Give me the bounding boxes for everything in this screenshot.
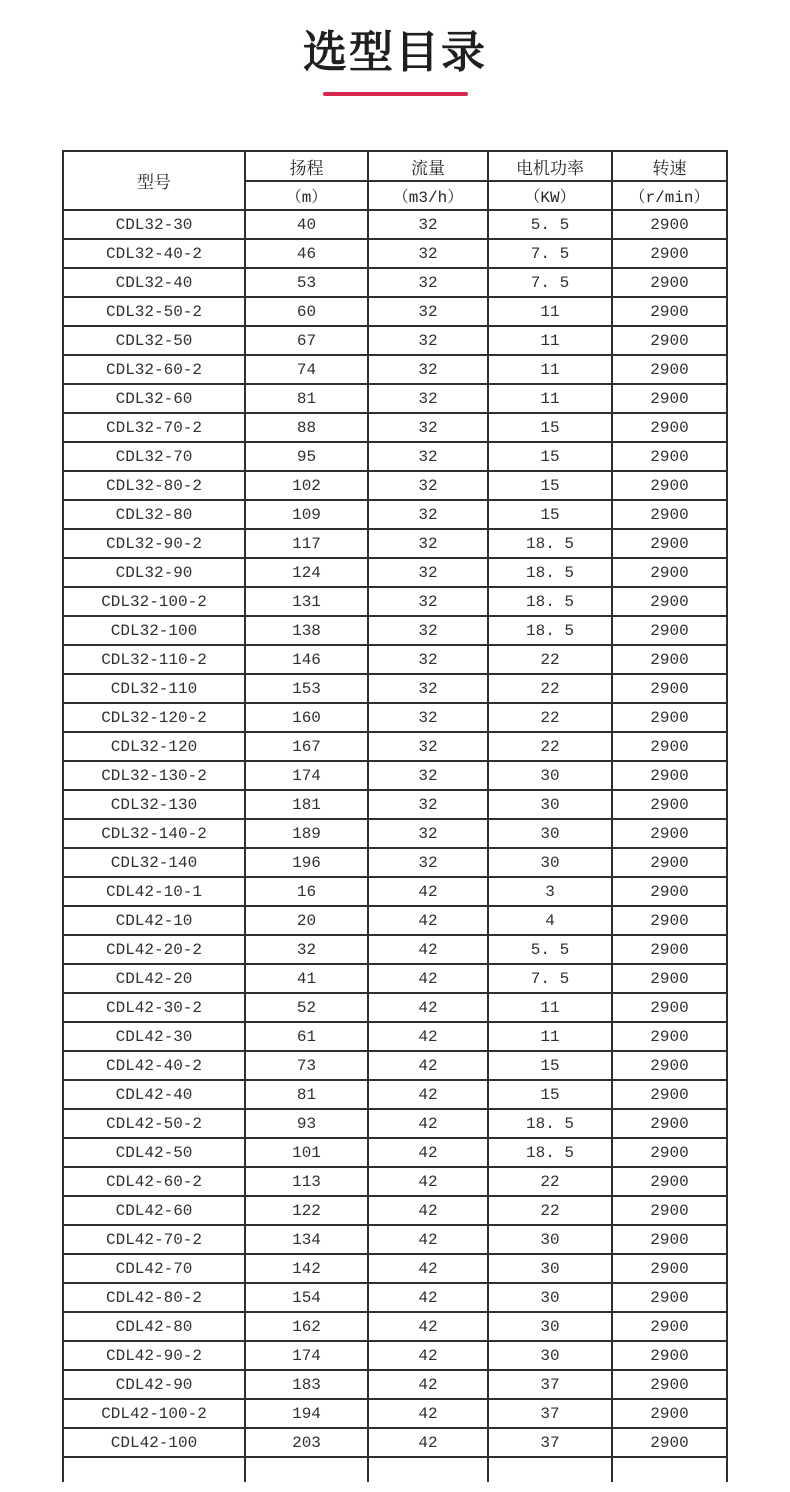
model-cell: CDL32-60-2 <box>63 355 245 384</box>
model-cell: CDL32-50 <box>63 326 245 355</box>
speed-cell: 2900 <box>612 1283 727 1312</box>
header-speed: 转速 <box>612 151 727 181</box>
model-cell: CDL32-90 <box>63 558 245 587</box>
table-row <box>63 993 727 1022</box>
table-body <box>63 210 727 1482</box>
speed-cell: 2900 <box>612 819 727 848</box>
speed-cell: 2900 <box>612 558 727 587</box>
speed-cell: 2900 <box>612 1370 727 1399</box>
model-cell: CDL42-60-2 <box>63 1167 245 1196</box>
speed-cell: 2900 <box>612 1341 727 1370</box>
table-row <box>63 210 727 239</box>
power-cell: 15 <box>488 500 612 529</box>
flow-cell: 32 <box>368 268 488 297</box>
speed-cell: 2900 <box>612 442 727 471</box>
table-row <box>63 1022 727 1051</box>
power-cell: 5. 5 <box>488 935 612 964</box>
model-cell: CDL32-40-2 <box>63 239 245 268</box>
speed-cell: 2900 <box>612 761 727 790</box>
head-cell: 81 <box>245 1080 368 1109</box>
head-cell: 162 <box>245 1312 368 1341</box>
flow-cell: 42 <box>368 964 488 993</box>
model-cell: CDL32-80-2 <box>63 471 245 500</box>
power-cell: 18. 5 <box>488 616 612 645</box>
page-title: 选型目录 <box>303 28 487 77</box>
table-row <box>63 297 727 326</box>
head-cell: 61 <box>245 1022 368 1051</box>
power-cell: 30 <box>488 1225 612 1254</box>
flow-cell: 42 <box>368 1109 488 1138</box>
flow-cell: 32 <box>368 761 488 790</box>
head-cell: 109 <box>245 500 368 529</box>
power-cell: 11 <box>488 326 612 355</box>
model-cell: CDL42-30-2 <box>63 993 245 1022</box>
flow-cell: 42 <box>368 1138 488 1167</box>
head-cell: 93 <box>245 1109 368 1138</box>
head-cell: 142 <box>245 1254 368 1283</box>
speed-cell: 2900 <box>612 703 727 732</box>
power-cell: 30 <box>488 1341 612 1370</box>
head-cell: 146 <box>245 645 368 674</box>
model-cell: CDL42-70-2 <box>63 1225 245 1254</box>
table-row <box>63 1428 727 1457</box>
speed-cell: 2900 <box>612 1022 727 1051</box>
head-cell: 52 <box>245 993 368 1022</box>
table-row <box>63 1399 727 1428</box>
head-cell: 183 <box>245 1370 368 1399</box>
flow-cell: 32 <box>368 645 488 674</box>
power-cell: 22 <box>488 645 612 674</box>
speed-cell: 2900 <box>612 674 727 703</box>
head-cell: 73 <box>245 1051 368 1080</box>
table-row <box>63 761 727 790</box>
model-cell: CDL42-60 <box>63 1196 245 1225</box>
power-cell: 30 <box>488 790 612 819</box>
table-row <box>63 326 727 355</box>
head-cell: 88 <box>245 413 368 442</box>
model-cell: CDL32-100-2 <box>63 587 245 616</box>
table-row <box>63 558 727 587</box>
table-row <box>63 1254 727 1283</box>
model-cell: CDL42-100 <box>63 1428 245 1457</box>
model-cell: CDL32-100 <box>63 616 245 645</box>
table-row <box>63 877 727 906</box>
speed-cell: 2900 <box>612 1399 727 1428</box>
head-cell: 174 <box>245 1341 368 1370</box>
power-cell: 37 <box>488 1399 612 1428</box>
model-cell: CDL42-20 <box>63 964 245 993</box>
power-cell: 22 <box>488 674 612 703</box>
head-cell: 153 <box>245 674 368 703</box>
power-cell: 15 <box>488 471 612 500</box>
table-row <box>63 616 727 645</box>
head-cell: 174 <box>245 761 368 790</box>
power-cell: 18. 5 <box>488 558 612 587</box>
head-cell: 41 <box>245 964 368 993</box>
header-flow-unit: （m3/h） <box>368 181 488 210</box>
head-cell: 46 <box>245 239 368 268</box>
head-cell: 167 <box>245 732 368 761</box>
power-cell: 22 <box>488 1167 612 1196</box>
power-cell: 4 <box>488 906 612 935</box>
speed-cell: 2900 <box>612 645 727 674</box>
head-cell: 95 <box>245 442 368 471</box>
model-cell: CDL42-50-2 <box>63 1109 245 1138</box>
head-cell: 67 <box>245 326 368 355</box>
table-row <box>63 1080 727 1109</box>
head-cell: 138 <box>245 616 368 645</box>
speed-cell: 2900 <box>612 413 727 442</box>
table-row <box>63 239 727 268</box>
speed-cell: 2900 <box>612 1254 727 1283</box>
flow-cell: 32 <box>368 442 488 471</box>
head-cell: 101 <box>245 1138 368 1167</box>
flow-cell: 42 <box>368 1254 488 1283</box>
flow-cell: 32 <box>368 297 488 326</box>
flow-cell: 32 <box>368 210 488 239</box>
flow-cell: 32 <box>368 790 488 819</box>
table-row <box>63 848 727 877</box>
flow-cell: 32 <box>368 819 488 848</box>
flow-cell: 42 <box>368 1051 488 1080</box>
power-cell: 37 <box>488 1428 612 1457</box>
table-row <box>63 1370 727 1399</box>
power-cell: 7. 5 <box>488 239 612 268</box>
model-cell: CDL32-80 <box>63 500 245 529</box>
head-cell: 40 <box>245 210 368 239</box>
head-cell: 203 <box>245 1428 368 1457</box>
table-row <box>63 500 727 529</box>
flow-cell: 42 <box>368 1080 488 1109</box>
flow-cell: 42 <box>368 1196 488 1225</box>
table-row <box>63 935 727 964</box>
model-cell: CDL32-40 <box>63 268 245 297</box>
model-cell: CDL32-60 <box>63 384 245 413</box>
model-cell: CDL42-80-2 <box>63 1283 245 1312</box>
head-cell: 32 <box>245 935 368 964</box>
header-model: 型号 <box>63 151 245 210</box>
model-cell: CDL42-70 <box>63 1254 245 1283</box>
table-row <box>63 413 727 442</box>
power-cell: 11 <box>488 297 612 326</box>
speed-cell: 2900 <box>612 471 727 500</box>
power-cell: 30 <box>488 761 612 790</box>
flow-cell: 42 <box>368 993 488 1022</box>
flow-cell: 32 <box>368 703 488 732</box>
table-row <box>63 1051 727 1080</box>
speed-cell: 2900 <box>612 297 727 326</box>
flow-cell: 32 <box>368 848 488 877</box>
table-row <box>63 964 727 993</box>
power-cell: 3 <box>488 877 612 906</box>
speed-cell: 2900 <box>612 1312 727 1341</box>
speed-cell: 2900 <box>612 500 727 529</box>
power-cell: 18. 5 <box>488 587 612 616</box>
head-cell: 20 <box>245 906 368 935</box>
pump-selection-table <box>62 150 728 1482</box>
header-motor-power: 电机功率 <box>488 151 612 181</box>
flow-cell: 32 <box>368 587 488 616</box>
speed-cell: 2900 <box>612 1428 727 1457</box>
power-cell: 30 <box>488 819 612 848</box>
speed-cell: 2900 <box>612 529 727 558</box>
power-cell: 11 <box>488 384 612 413</box>
model-cell: CDL32-30 <box>63 210 245 239</box>
head-cell: 81 <box>245 384 368 413</box>
flow-cell: 42 <box>368 935 488 964</box>
flow-cell: 32 <box>368 326 488 355</box>
head-cell: 60 <box>245 297 368 326</box>
power-cell: 11 <box>488 993 612 1022</box>
power-cell: 30 <box>488 848 612 877</box>
header-speed-unit: （r/min） <box>612 181 727 210</box>
model-cell: CDL42-90 <box>63 1370 245 1399</box>
head-cell: 160 <box>245 703 368 732</box>
model-cell: CDL42-50 <box>63 1138 245 1167</box>
power-cell: 30 <box>488 1254 612 1283</box>
head-cell: 134 <box>245 1225 368 1254</box>
table-row <box>63 1283 727 1312</box>
model-cell: CDL32-70 <box>63 442 245 471</box>
power-cell: 22 <box>488 732 612 761</box>
flow-cell: 42 <box>368 1428 488 1457</box>
speed-cell: 2900 <box>612 877 727 906</box>
table-header <box>63 151 727 210</box>
head-cell: 53 <box>245 268 368 297</box>
head-cell: 16 <box>245 877 368 906</box>
head-cell: 113 <box>245 1167 368 1196</box>
head-cell: 102 <box>245 471 368 500</box>
model-cell: CDL32-120-2 <box>63 703 245 732</box>
flow-cell: 42 <box>368 1370 488 1399</box>
model-cell: CDL32-90-2 <box>63 529 245 558</box>
power-cell: 22 <box>488 703 612 732</box>
table-row <box>63 471 727 500</box>
model-cell: CDL42-20-2 <box>63 935 245 964</box>
head-cell: 196 <box>245 848 368 877</box>
flow-cell: 42 <box>368 1167 488 1196</box>
table-row <box>63 1225 727 1254</box>
flow-cell: 42 <box>368 1283 488 1312</box>
speed-cell: 2900 <box>612 935 727 964</box>
model-cell: CDL32-110-2 <box>63 645 245 674</box>
flow-cell: 32 <box>368 413 488 442</box>
speed-cell: 2900 <box>612 1080 727 1109</box>
speed-cell: 2900 <box>612 848 727 877</box>
speed-cell: 2900 <box>612 384 727 413</box>
flow-cell: 42 <box>368 906 488 935</box>
power-cell: 30 <box>488 1283 612 1312</box>
speed-cell: 2900 <box>612 210 727 239</box>
model-cell: CDL32-130 <box>63 790 245 819</box>
power-cell: 11 <box>488 355 612 384</box>
flow-cell: 32 <box>368 558 488 587</box>
head-cell: 181 <box>245 790 368 819</box>
table-row <box>63 1109 727 1138</box>
flow-cell: 42 <box>368 1399 488 1428</box>
model-cell: CDL42-40 <box>63 1080 245 1109</box>
flow-cell: 42 <box>368 1022 488 1051</box>
power-cell: 18. 5 <box>488 529 612 558</box>
table-row <box>63 1138 727 1167</box>
model-cell: CDL32-50-2 <box>63 297 245 326</box>
table-row <box>63 790 727 819</box>
speed-cell: 2900 <box>612 268 727 297</box>
speed-cell: 2900 <box>612 1138 727 1167</box>
model-cell: CDL42-90-2 <box>63 1341 245 1370</box>
model-cell: CDL42-80 <box>63 1312 245 1341</box>
speed-cell: 2900 <box>612 239 727 268</box>
flow-cell: 32 <box>368 500 488 529</box>
table-row <box>63 819 727 848</box>
speed-cell: 2900 <box>612 732 727 761</box>
model-cell: CDL32-140-2 <box>63 819 245 848</box>
table-row <box>63 1312 727 1341</box>
model-cell: CDL32-130-2 <box>63 761 245 790</box>
flow-cell: 42 <box>368 1312 488 1341</box>
head-cell: 131 <box>245 587 368 616</box>
table-row <box>63 1196 727 1225</box>
header-head: 扬程 <box>245 151 368 181</box>
power-cell: 30 <box>488 1312 612 1341</box>
power-cell: 15 <box>488 1051 612 1080</box>
table-row <box>63 268 727 297</box>
power-cell: 7. 5 <box>488 964 612 993</box>
model-cell: CDL32-120 <box>63 732 245 761</box>
speed-cell: 2900 <box>612 326 727 355</box>
header-motor-power-unit: （KW） <box>488 181 612 210</box>
head-cell: 154 <box>245 1283 368 1312</box>
model-cell: CDL42-10-1 <box>63 877 245 906</box>
speed-cell: 2900 <box>612 1167 727 1196</box>
flow-cell: 32 <box>368 355 488 384</box>
model-cell: CDL32-140 <box>63 848 245 877</box>
power-cell: 5. 5 <box>488 210 612 239</box>
head-cell: 117 <box>245 529 368 558</box>
speed-cell: 2900 <box>612 1196 727 1225</box>
power-cell: 18. 5 <box>488 1109 612 1138</box>
table-row <box>63 384 727 413</box>
speed-cell: 2900 <box>612 1109 727 1138</box>
table-row <box>63 355 727 384</box>
flow-cell: 32 <box>368 674 488 703</box>
speed-cell: 2900 <box>612 1225 727 1254</box>
model-cell: CDL42-30 <box>63 1022 245 1051</box>
table-row <box>63 732 727 761</box>
power-cell: 18. 5 <box>488 1138 612 1167</box>
speed-cell: 2900 <box>612 1051 727 1080</box>
power-cell: 15 <box>488 1080 612 1109</box>
speed-cell: 2900 <box>612 587 727 616</box>
title-underline <box>323 92 468 96</box>
speed-cell: 2900 <box>612 355 727 384</box>
flow-cell: 42 <box>368 1225 488 1254</box>
speed-cell: 2900 <box>612 616 727 645</box>
table-row <box>63 587 727 616</box>
model-cell: CDL42-40-2 <box>63 1051 245 1080</box>
flow-cell: 32 <box>368 529 488 558</box>
table-row <box>63 1341 727 1370</box>
power-cell: 15 <box>488 413 612 442</box>
header-head-unit: （m） <box>245 181 368 210</box>
model-cell: CDL42-10 <box>63 906 245 935</box>
flow-cell: 32 <box>368 384 488 413</box>
head-cell: 124 <box>245 558 368 587</box>
head-cell: 74 <box>245 355 368 384</box>
table-row <box>63 645 727 674</box>
power-cell: 15 <box>488 442 612 471</box>
table-row <box>63 442 727 471</box>
table-row <box>63 529 727 558</box>
speed-cell: 2900 <box>612 964 727 993</box>
model-cell: CDL32-110 <box>63 674 245 703</box>
power-cell: 7. 5 <box>488 268 612 297</box>
header-flow: 流量 <box>368 151 488 181</box>
speed-cell: 2900 <box>612 993 727 1022</box>
table-row <box>63 906 727 935</box>
speed-cell: 2900 <box>612 790 727 819</box>
flow-cell: 32 <box>368 616 488 645</box>
table-row <box>63 674 727 703</box>
table-row <box>63 703 727 732</box>
power-cell: 22 <box>488 1196 612 1225</box>
table-row <box>63 1167 727 1196</box>
flow-cell: 42 <box>368 1341 488 1370</box>
head-cell: 122 <box>245 1196 368 1225</box>
head-cell: 194 <box>245 1399 368 1428</box>
flow-cell: 32 <box>368 471 488 500</box>
flow-cell: 32 <box>368 732 488 761</box>
model-cell: CDL42-100-2 <box>63 1399 245 1428</box>
power-cell: 11 <box>488 1022 612 1051</box>
power-cell: 37 <box>488 1370 612 1399</box>
flow-cell: 32 <box>368 239 488 268</box>
speed-cell: 2900 <box>612 906 727 935</box>
flow-cell: 42 <box>368 877 488 906</box>
head-cell: 189 <box>245 819 368 848</box>
model-cell: CDL32-70-2 <box>63 413 245 442</box>
